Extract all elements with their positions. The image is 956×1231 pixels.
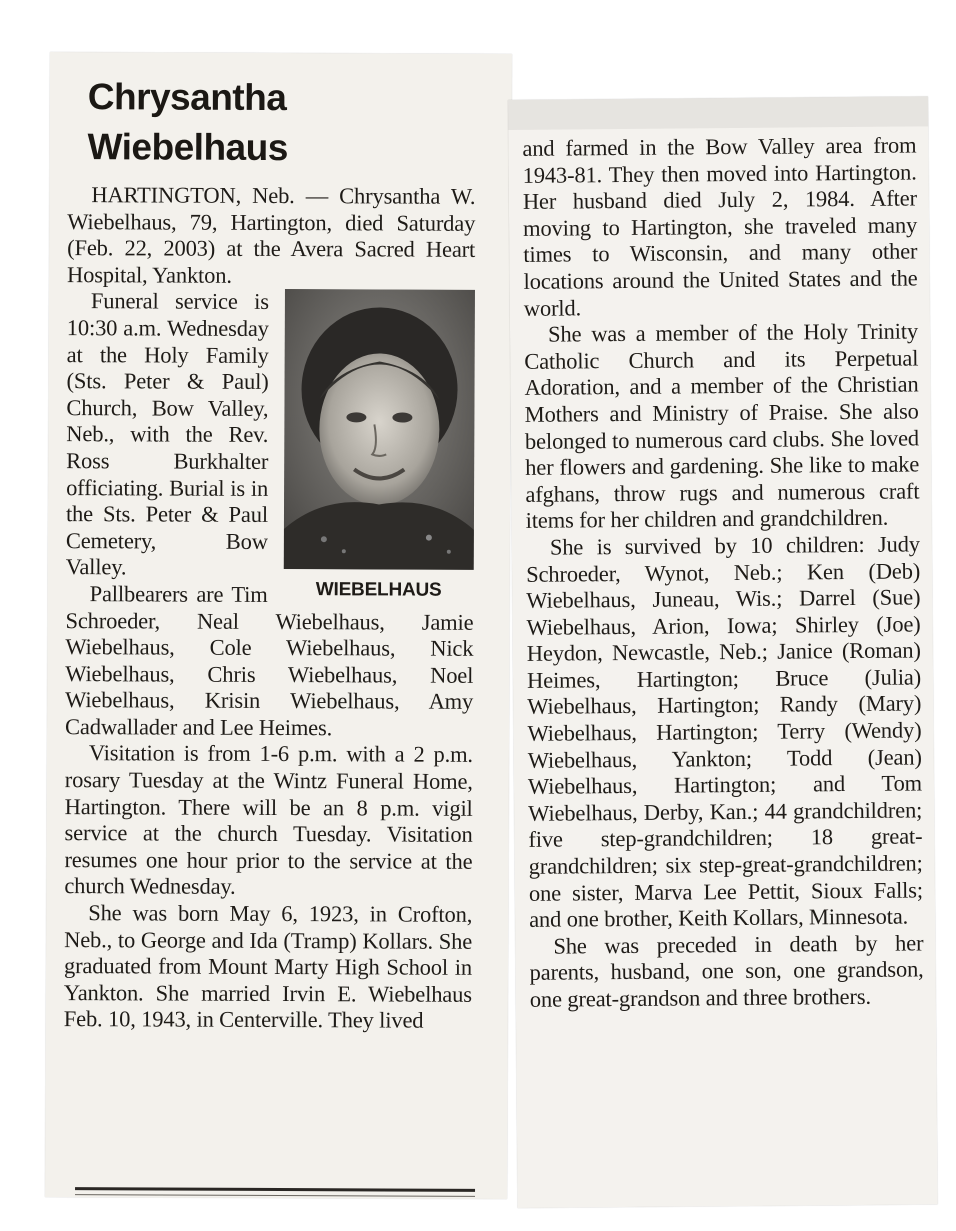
paragraph-birth: She was born May 6, 1923, in Crofton, Neb., to George and Ida (Tramp) Kollars. She graduated from Mount Marty High School in Yankton. She married Irvin E. Wiebelhaus Feb. 10, 1943, in Centerville. They lived (63, 900, 473, 1034)
headline-first-name: Chrysantha (87, 76, 287, 119)
portrait-image (284, 289, 475, 570)
bottom-rule (75, 1187, 475, 1192)
right-column-body (522, 132, 924, 1013)
paragraph-visitation: Visitation is from 1-6 p.m. with a 2 p.m. rosary Tuesday at the Wintz Funeral Home, Hartington. There will be an 8 p.m. vigil service at the church Tuesday. Visitation resumes one hour prior to the service at the church Wednesday. (64, 740, 473, 900)
left-column-body (64, 182, 476, 1035)
clipping-right-column (508, 96, 938, 1208)
paragraph-membership: She was a member of the Holy Trinity Catholic Church and its Perpetual Adoration, and a member of the Christian Mothers and Ministry of Praise. She also belonged to numerous card clubs. She loved her flowers and gardening. She like to make afghans, throw rugs and numerous craft items for her children and grandchildren. (524, 318, 920, 534)
bottom-rule-thin (75, 1194, 475, 1197)
clipping-left-column (45, 52, 512, 1199)
obituary-headline (87, 72, 288, 173)
paragraph-pallbearers: Pallbearers are Tim Schroeder, Neal Wiebelhaus, Jamie Wiebelhaus, Cole Wiebelhaus, Nick Wiebelhaus, Chris Wiebelhaus, Noel Wiebelhaus, Krisin Wiebelhaus, Amy Cadwallader and Lee Heimes. (65, 581, 474, 741)
headline-last-name: Wiebelhaus (87, 126, 288, 169)
paragraph-survivors: She is survived by 10 children: Judy Schroeder, Wynot, Neb.; Ken (Deb) Wiebelhaus, Juneau, Wis.; Darrel (Sue) Wiebelhaus, Arion, Iowa; Shirley (Joe) Heydon, Newcastle, Neb.; Janice (Roman) Heimes, Hartington; Bruce (Julia) Wiebelhaus, Hartington; Randy (Mary) Wiebelhaus, Hartington; Terry (Wendy) Wiebelhaus, Yankton; Todd (Jean) Wiebelhaus, Hartington; and Tom Wiebelhaus, Derby, Kan.; 44 grandchildren; five step-grandchildren; 18 great-grandchildren; six step-great-grandchildren; one sister, Marva Lee Pettit, Sioux Falls; and one brother, Keith Kollars, Minnesota. (526, 531, 924, 933)
paragraph-funeral: Funeral service is 10:30 a.m. Wednesday at the Holy Family (Sts. Peter & Paul) Church, Bow Valley, Neb., with the Rev. Ross Burkhalter officiating. Burial is in the Sts. Peter & Paul Cemetery, Bow Valley. (65, 288, 269, 580)
portrait-photo (284, 289, 475, 570)
portrait-block (278, 289, 475, 602)
paragraph-preceded: She was preceded in death by her parents, husband, one son, one grandson, one great-grandson and three brothers. (529, 930, 924, 1012)
paragraph-dateline: HARTINGTON, Neb. — Chrysantha W. Wiebelhaus, 79, Hartington, died Saturday (Feb. 22, 2003) at the Avera Sacred Heart Hospital, Yankton. (66, 182, 476, 288)
paragraph-farmed: and farmed in the Bow Valley area from 1943-81. They then moved into Hartington. Her husband died July 2, 1984. After moving to Hartington, she traveled many times to Wisconsin, and many other locations around the United States and the world. (522, 132, 918, 321)
portrait-caption: WIEBELHAUS (315, 579, 442, 602)
bleed-through-shading (508, 96, 928, 130)
